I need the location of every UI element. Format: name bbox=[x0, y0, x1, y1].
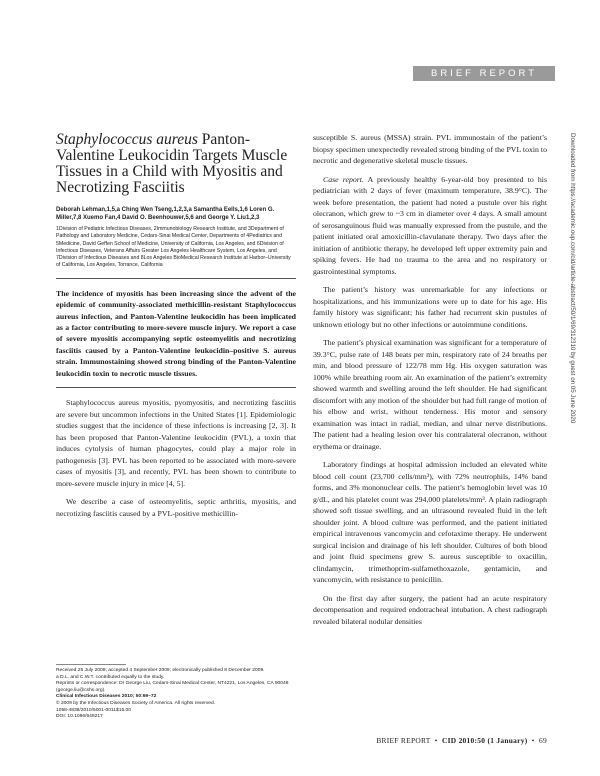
page-number: 69 bbox=[539, 736, 547, 745]
abstract-divider-bottom bbox=[56, 387, 296, 388]
footer-journal: CID 2010:50 (1 January) bbox=[441, 736, 528, 745]
footnote-correspondence: Reprints or correspondence: Dr George Liu, Cedars-Sinai Medical Center, NT4221, Los Angeles, CA 90048 (george.liu@cshs.org). bbox=[56, 681, 289, 693]
exam-paragraph: The patient’s physical examination was significant for a temperature of 39.3°C, pulse rate of 148 beats per min, respiratory rate of 24 breaths per min, and blood pressure of 122/78 mm Hg. His oxygen saturation was 100% while breathing room air. An examination of the patient’s extremity showed warmth and swelling around the left shoulder. He had significant discomfort with any motion of the shoulder but had full range of motion of his elbow and wrist, without tenderness. His motor and sensory examination was intact in radial, median, and ulnar nerve distributions. The patient had a healing lesion over his contralateral olecranon, without erythema or drainage. bbox=[313, 338, 547, 451]
footnote-received: Received 25 July 2009; accepted 4 September 2009; electronically published 8 December 2009. bbox=[56, 668, 265, 673]
article-title bbox=[56, 132, 296, 196]
footnote-copyright: © 2009 by the Infectious Diseases Society of America. All rights reserved. bbox=[56, 700, 216, 706]
affiliations: 1Division of Pediatric Infectious Diseases, 2Immunobiology Research Institute, and 3Department of Pathology and Laboratory Medicine, Cedars-Sinai Medical Center, Departments of 4Pediatrics and 5Medicine, David Geffen School of Medicine, University of California, Los Angeles, and 6Division of Infectious Diseases, Veterans Affairs Greater Los Angeles Healthcare System, Los Angeles, and 7Division of Infectious Diseases and 8Los Angeles BioMedical Research Institute at Harbor–University of California, Los Angeles, Torrance, California bbox=[56, 226, 291, 269]
surgery-paragraph: On the first day after surgery, the patient had an acute respiratory decompensation and required endotracheal intubation. A chest radiograph revealed bilateral nodular densities bbox=[313, 593, 547, 626]
abstract: The incidence of myositis has been increasing since the advent of the epidemic of community-associated methicillin-resistant Staphylococcus aureus infection, and Panton-Valentine leukocidin has been implicated as a factor contributing to more-severe muscle injury. We report a case of severe myositis accompanying septic osteomyelitis and necrotizing fasciitis caused by a Panton-Valentine leukocidin–positive S. aureus strain. Immunostaining showed strong binding of the Panton-Valentine leukocidin toxin to necrotic muscle tissues. bbox=[56, 288, 296, 378]
download-watermark bbox=[568, 133, 578, 593]
author-list: Deborah Lehman,1,5,a Ching Wen Tseng,1,2,3,a Samantha Eells,1,6 Loren G. Miller,7,8 Xuemo Fan,4 David O. Beenhouwer,5,6 and George Y. Liu1,2,3 bbox=[56, 207, 275, 221]
history-paragraph: The patient’s history was unremarkable for any infections or hospitalizations, and his immunizations were up to date for his age. His family history was significant; his father had recurrent skin pustules of unknown etiology but no other infections or autoimmune conditions. bbox=[313, 285, 547, 329]
footnote-issn: 1058-4838/2010/5001-0011$15.00 bbox=[56, 707, 131, 713]
page-footer bbox=[376, 736, 547, 745]
footnote-equal-contribution: a D.L. and C.W.T. contributed equally to the study. bbox=[56, 674, 165, 680]
download-watermark-text: Downloaded from https://academic.oup.com/cid/article-abstract/50/1/69/312310 by guest on 05 June 2020 bbox=[569, 133, 576, 424]
right-column bbox=[313, 132, 547, 627]
case-report-text: A previously healthy 6-year-old boy presented to his pediatrician with 2 days of fever (maximum temperature, 38.9°C). The week before presentation, the patient had noted a pustule over his right olecranon, which grew to ~3 cm in diameter over 4 days. A small amount of serosanguinous fluid was manually expressed from the pustule, and the patient initiated oral amoxicillin-clavulanate therapy. Two days after the initiation of antibiotic therapy, he developed left upper extremity pain and spiking fevers. He had no trauma to the area and no respiratory or gastrointestinal symptoms. bbox=[313, 174, 547, 276]
lab-paragraph: Laboratory findings at hospital admission included an elevated white blood cell count (23,700 cells/mm³), with 72% neutrophils, 14% band forms, and 3% mononuclear cells. The patient’s hemoglobin level was 10 g/dL, and his platelet count was 294,000 platelets/mm³. A plain radiograph showed soft tissue swelling, and an ultrasound revealed fluid in the left shoulder joint. A blood culture was performed, and the patient initiated empirical intravenous vancomycin and cefotaxime therapy. He underwent surgical incision and drainage of his left shoulder. Cultures of both blood and joint fluid specimens grew S. aureus susceptible to oxacillin, clindamycin, trimethoprim-sulfamethoxazole, gentamicin, and vancomycin, with resistance to penicillin. bbox=[313, 460, 547, 584]
left-column bbox=[56, 132, 296, 519]
footer-bullet: • bbox=[432, 736, 440, 745]
footnote-journal: Clinical Infectious Diseases 2010; 50:69–72 bbox=[56, 694, 157, 700]
footnote-divider bbox=[56, 664, 126, 665]
continued-paragraph: susceptible S. aureus (MSSA) strain. PVL immunostain of the patient’s biopsy specimen unexpectedly revealed strong binding of the PVL toxin to necrotic and degenerative skeletal muscle tissues. bbox=[313, 133, 547, 165]
footnote-doi: DOI: 10.1086/649217 bbox=[56, 714, 103, 720]
abstract-divider bbox=[56, 278, 296, 279]
title-rest: Panton-Valentine Leukocidin Targets Muscle Tissues in a Child with Myositis and Necrotizing Fasciitis bbox=[56, 131, 288, 196]
title-italic: Staphylococcus aureus bbox=[56, 131, 198, 148]
case-report-heading: Case report. bbox=[323, 174, 364, 184]
brief-report-banner: BRIEF REPORT bbox=[413, 66, 555, 81]
case-report-paragraph bbox=[313, 174, 547, 278]
intro-paragraph-2: We describe a case of osteomyelitis, septic arthritis, myositis, and necrotizing fasciitis caused by a PVL-positive methicillin- bbox=[56, 497, 296, 518]
footer-bullet-2: • bbox=[529, 736, 537, 745]
footer-section: BRIEF REPORT bbox=[376, 736, 431, 745]
footnotes bbox=[56, 668, 296, 721]
intro-paragraph-1: Staphylococcus aureus myositis, pyomyositis, and necrotizing fasciitis are severe but uncommon infections in the United States [1]. Epidemiologic studies suggest that the incidence of these infections is increasing [2, 3]. It has been proposed that Panton-Valentine leukocidin (PVL), a toxin that induces cytolysis of human phagocytes, could play a major role in pathogenesis [3]. PVL has been reported to be associated with more-severe cases of myositis [3], and recently, PVL has been shown to contribute to more-severe muscle injury in mice [4, 5]. bbox=[56, 398, 296, 488]
